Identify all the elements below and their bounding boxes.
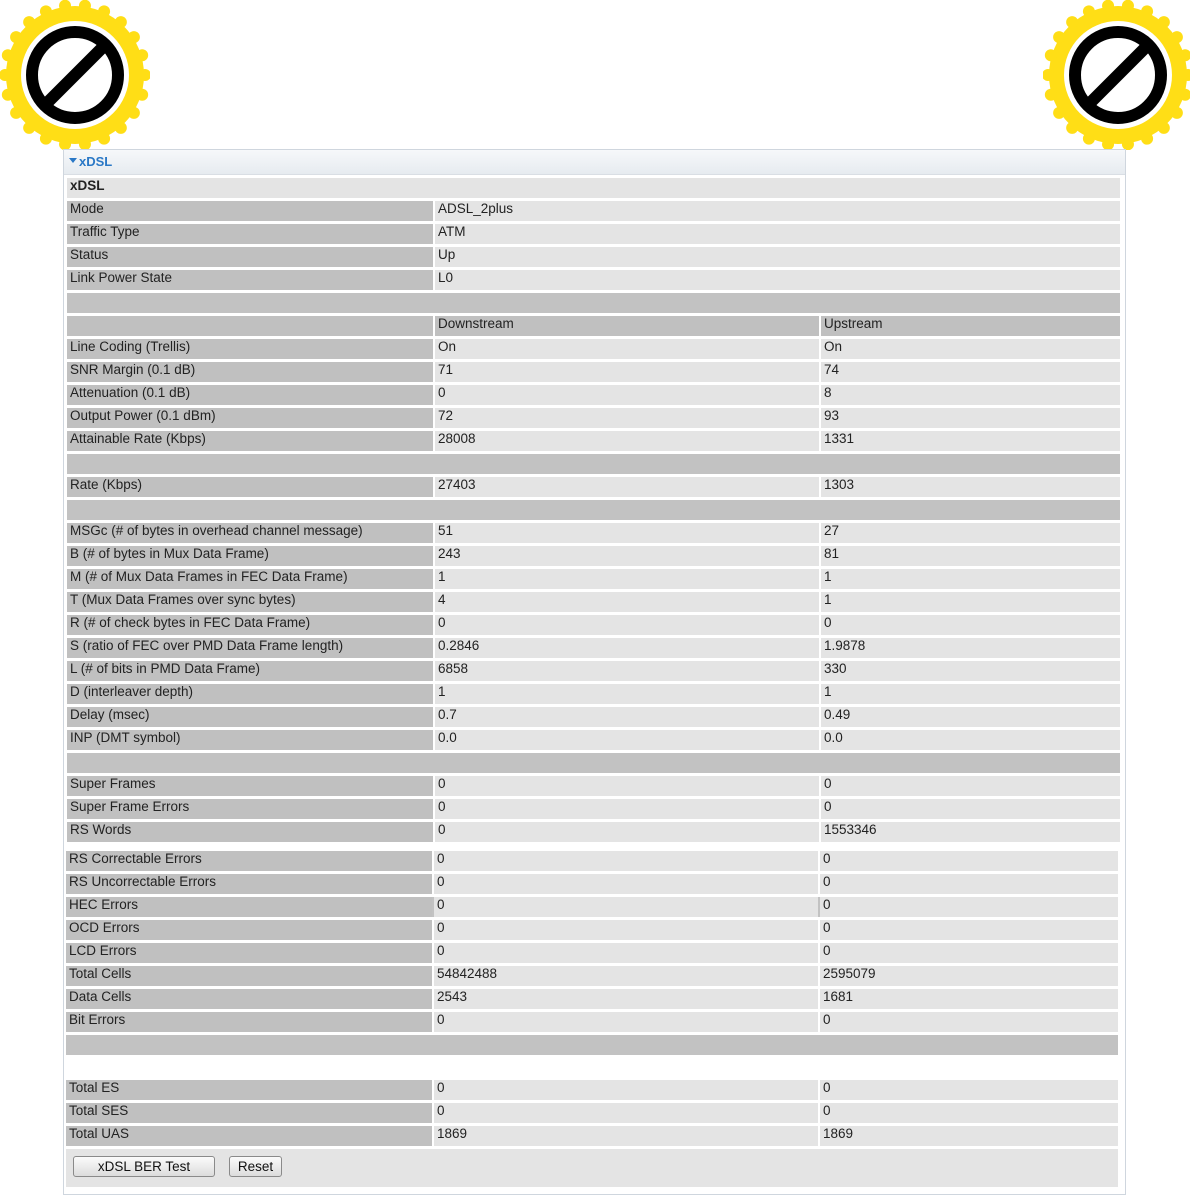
upstream-value: 0 bbox=[820, 943, 1118, 963]
upstream-value: 0 bbox=[821, 799, 1120, 819]
upstream-value: 1681 bbox=[820, 989, 1118, 1009]
info-label: Mode bbox=[67, 201, 433, 221]
stat-label: RS Words bbox=[67, 822, 433, 842]
stat-label: Super Frame Errors bbox=[67, 799, 433, 819]
stat-label: Total ES bbox=[66, 1080, 432, 1100]
downstream-value: 27403 bbox=[435, 477, 819, 497]
downstream-value: 0 bbox=[434, 851, 818, 871]
stat-label: Attainable Rate (Kbps) bbox=[67, 431, 433, 451]
downstream-value: 0 bbox=[434, 943, 818, 963]
stat-label: T (Mux Data Frames over sync bytes) bbox=[67, 592, 433, 612]
downstream-value: 0 bbox=[434, 1012, 818, 1032]
stat-label: B (# of bytes in Mux Data Frame) bbox=[67, 546, 433, 566]
separator-row bbox=[67, 454, 1120, 474]
upstream-value: 1553346 bbox=[821, 822, 1120, 842]
info-value: ADSL_2plus bbox=[435, 201, 1120, 221]
prohibited-badge-left-icon bbox=[0, 0, 150, 150]
prohibited-badge-right-icon bbox=[1043, 0, 1190, 150]
stat-label: Total SES bbox=[66, 1103, 432, 1123]
stat-label: RS Uncorrectable Errors bbox=[66, 874, 432, 894]
upstream-value: 1 bbox=[821, 592, 1120, 612]
downstream-value: 0 bbox=[434, 1080, 818, 1100]
upstream-value: 1331 bbox=[821, 431, 1120, 451]
stat-label: Delay (msec) bbox=[67, 707, 433, 727]
downstream-value: 51 bbox=[435, 523, 819, 543]
downstream-value: 0 bbox=[434, 1103, 818, 1123]
stat-label: RS Correctable Errors bbox=[66, 851, 432, 871]
separator-row bbox=[67, 500, 1120, 520]
upstream-value: 0 bbox=[820, 874, 1118, 894]
upstream-value: 0 bbox=[820, 920, 1118, 940]
upstream-value: 2595079 bbox=[820, 966, 1118, 986]
button-bar bbox=[66, 1149, 1118, 1187]
upstream-value: 93 bbox=[821, 408, 1120, 428]
upstream-value: 1869 bbox=[820, 1126, 1118, 1146]
column-header-upstream: Upstream bbox=[821, 316, 1120, 336]
section-title: xDSL bbox=[67, 178, 1120, 198]
stat-label: Output Power (0.1 dBm) bbox=[67, 408, 433, 428]
stat-label: Bit Errors bbox=[66, 1012, 432, 1032]
stat-label: Line Coding (Trellis) bbox=[67, 339, 433, 359]
stat-label: MSGc (# of bytes in overhead channel message) bbox=[67, 523, 433, 543]
downstream-value: 1 bbox=[435, 569, 819, 589]
downstream-value: 243 bbox=[435, 546, 819, 566]
upstream-value: 74 bbox=[821, 362, 1120, 382]
panel-header[interactable] bbox=[64, 150, 1125, 175]
upstream-value: 0.0 bbox=[821, 730, 1120, 750]
stat-label: Rate (Kbps) bbox=[67, 477, 433, 497]
upstream-value: 0.49 bbox=[821, 707, 1120, 727]
upstream-value: 1.9878 bbox=[821, 638, 1120, 658]
info-value: L0 bbox=[435, 270, 1120, 290]
info-label: Link Power State bbox=[67, 270, 433, 290]
stat-label: INP (DMT symbol) bbox=[67, 730, 433, 750]
info-value: Up bbox=[435, 247, 1120, 267]
downstream-value: On bbox=[435, 339, 819, 359]
separator-row bbox=[67, 753, 1120, 773]
stat-label: SNR Margin (0.1 dB) bbox=[67, 362, 433, 382]
stat-label: Super Frames bbox=[67, 776, 433, 796]
downstream-value: 0 bbox=[435, 776, 819, 796]
downstream-value: 6858 bbox=[435, 661, 819, 681]
downstream-value: 0 bbox=[434, 874, 818, 894]
upstream-value: 0 bbox=[821, 615, 1120, 635]
stat-label: LCD Errors bbox=[66, 943, 432, 963]
separator-row bbox=[66, 1035, 1118, 1055]
upstream-value: 1 bbox=[821, 684, 1120, 704]
column-header-downstream: Downstream bbox=[435, 316, 819, 336]
downstream-value: 72 bbox=[435, 408, 819, 428]
upstream-value: 0 bbox=[821, 776, 1120, 796]
upstream-value: 0 bbox=[820, 1012, 1118, 1032]
stat-label: Total Cells bbox=[66, 966, 432, 986]
downstream-value: 1869 bbox=[434, 1126, 818, 1146]
downstream-value: 4 bbox=[435, 592, 819, 612]
downstream-value: 0.2846 bbox=[435, 638, 819, 658]
stat-label: Total UAS bbox=[66, 1126, 432, 1146]
stat-label: S (ratio of FEC over PMD Data Frame length) bbox=[67, 638, 433, 658]
xdsl-ber-test-button[interactable]: xDSL BER Test bbox=[73, 1156, 215, 1177]
info-label: Status bbox=[67, 247, 433, 267]
upstream-value: 8 bbox=[821, 385, 1120, 405]
panel-title: xDSL bbox=[79, 154, 113, 169]
downstream-value: 0 bbox=[435, 615, 819, 635]
stat-label: Attenuation (0.1 dB) bbox=[67, 385, 433, 405]
upstream-value: 330 bbox=[821, 661, 1120, 681]
collapse-triangle-icon[interactable] bbox=[69, 158, 77, 163]
upstream-value: 1 bbox=[821, 569, 1120, 589]
stat-label: D (interleaver depth) bbox=[67, 684, 433, 704]
column-header-blank bbox=[67, 316, 433, 336]
stat-label: OCD Errors bbox=[66, 920, 432, 940]
downstream-value: 71 bbox=[435, 362, 819, 382]
stat-label: M (# of Mux Data Frames in FEC Data Frame) bbox=[67, 569, 433, 589]
downstream-value: 54842488 bbox=[434, 966, 818, 986]
info-label: Traffic Type bbox=[67, 224, 433, 244]
upstream-value: 0 bbox=[820, 851, 1118, 871]
downstream-value: 0.7 bbox=[435, 707, 819, 727]
info-value: ATM bbox=[435, 224, 1120, 244]
stat-label: L (# of bits in PMD Data Frame) bbox=[67, 661, 433, 681]
stat-label: HEC Errors bbox=[66, 897, 432, 917]
stat-label: Data Cells bbox=[66, 989, 432, 1009]
upstream-value: On bbox=[821, 339, 1120, 359]
downstream-value: 0 bbox=[434, 920, 818, 940]
upstream-value: 81 bbox=[821, 546, 1120, 566]
upstream-value: 0 bbox=[820, 1103, 1118, 1123]
downstream-value: 0 bbox=[435, 385, 819, 405]
downstream-value: 1 bbox=[435, 684, 819, 704]
downstream-value: 2543 bbox=[434, 989, 818, 1009]
upstream-value: 27 bbox=[821, 523, 1120, 543]
upstream-value: 0 bbox=[820, 1080, 1118, 1100]
downstream-value: 0 bbox=[435, 799, 819, 819]
upstream-value: 0 bbox=[820, 897, 1118, 917]
upstream-value: 1303 bbox=[821, 477, 1120, 497]
downstream-value: 28008 bbox=[435, 431, 819, 451]
separator-row bbox=[67, 293, 1120, 313]
downstream-value: 0 bbox=[435, 822, 819, 842]
downstream-value: 0.0 bbox=[435, 730, 819, 750]
downstream-value: 0 bbox=[434, 897, 818, 917]
reset-button[interactable]: Reset bbox=[229, 1156, 282, 1177]
stat-label: R (# of check bytes in FEC Data Frame) bbox=[67, 615, 433, 635]
